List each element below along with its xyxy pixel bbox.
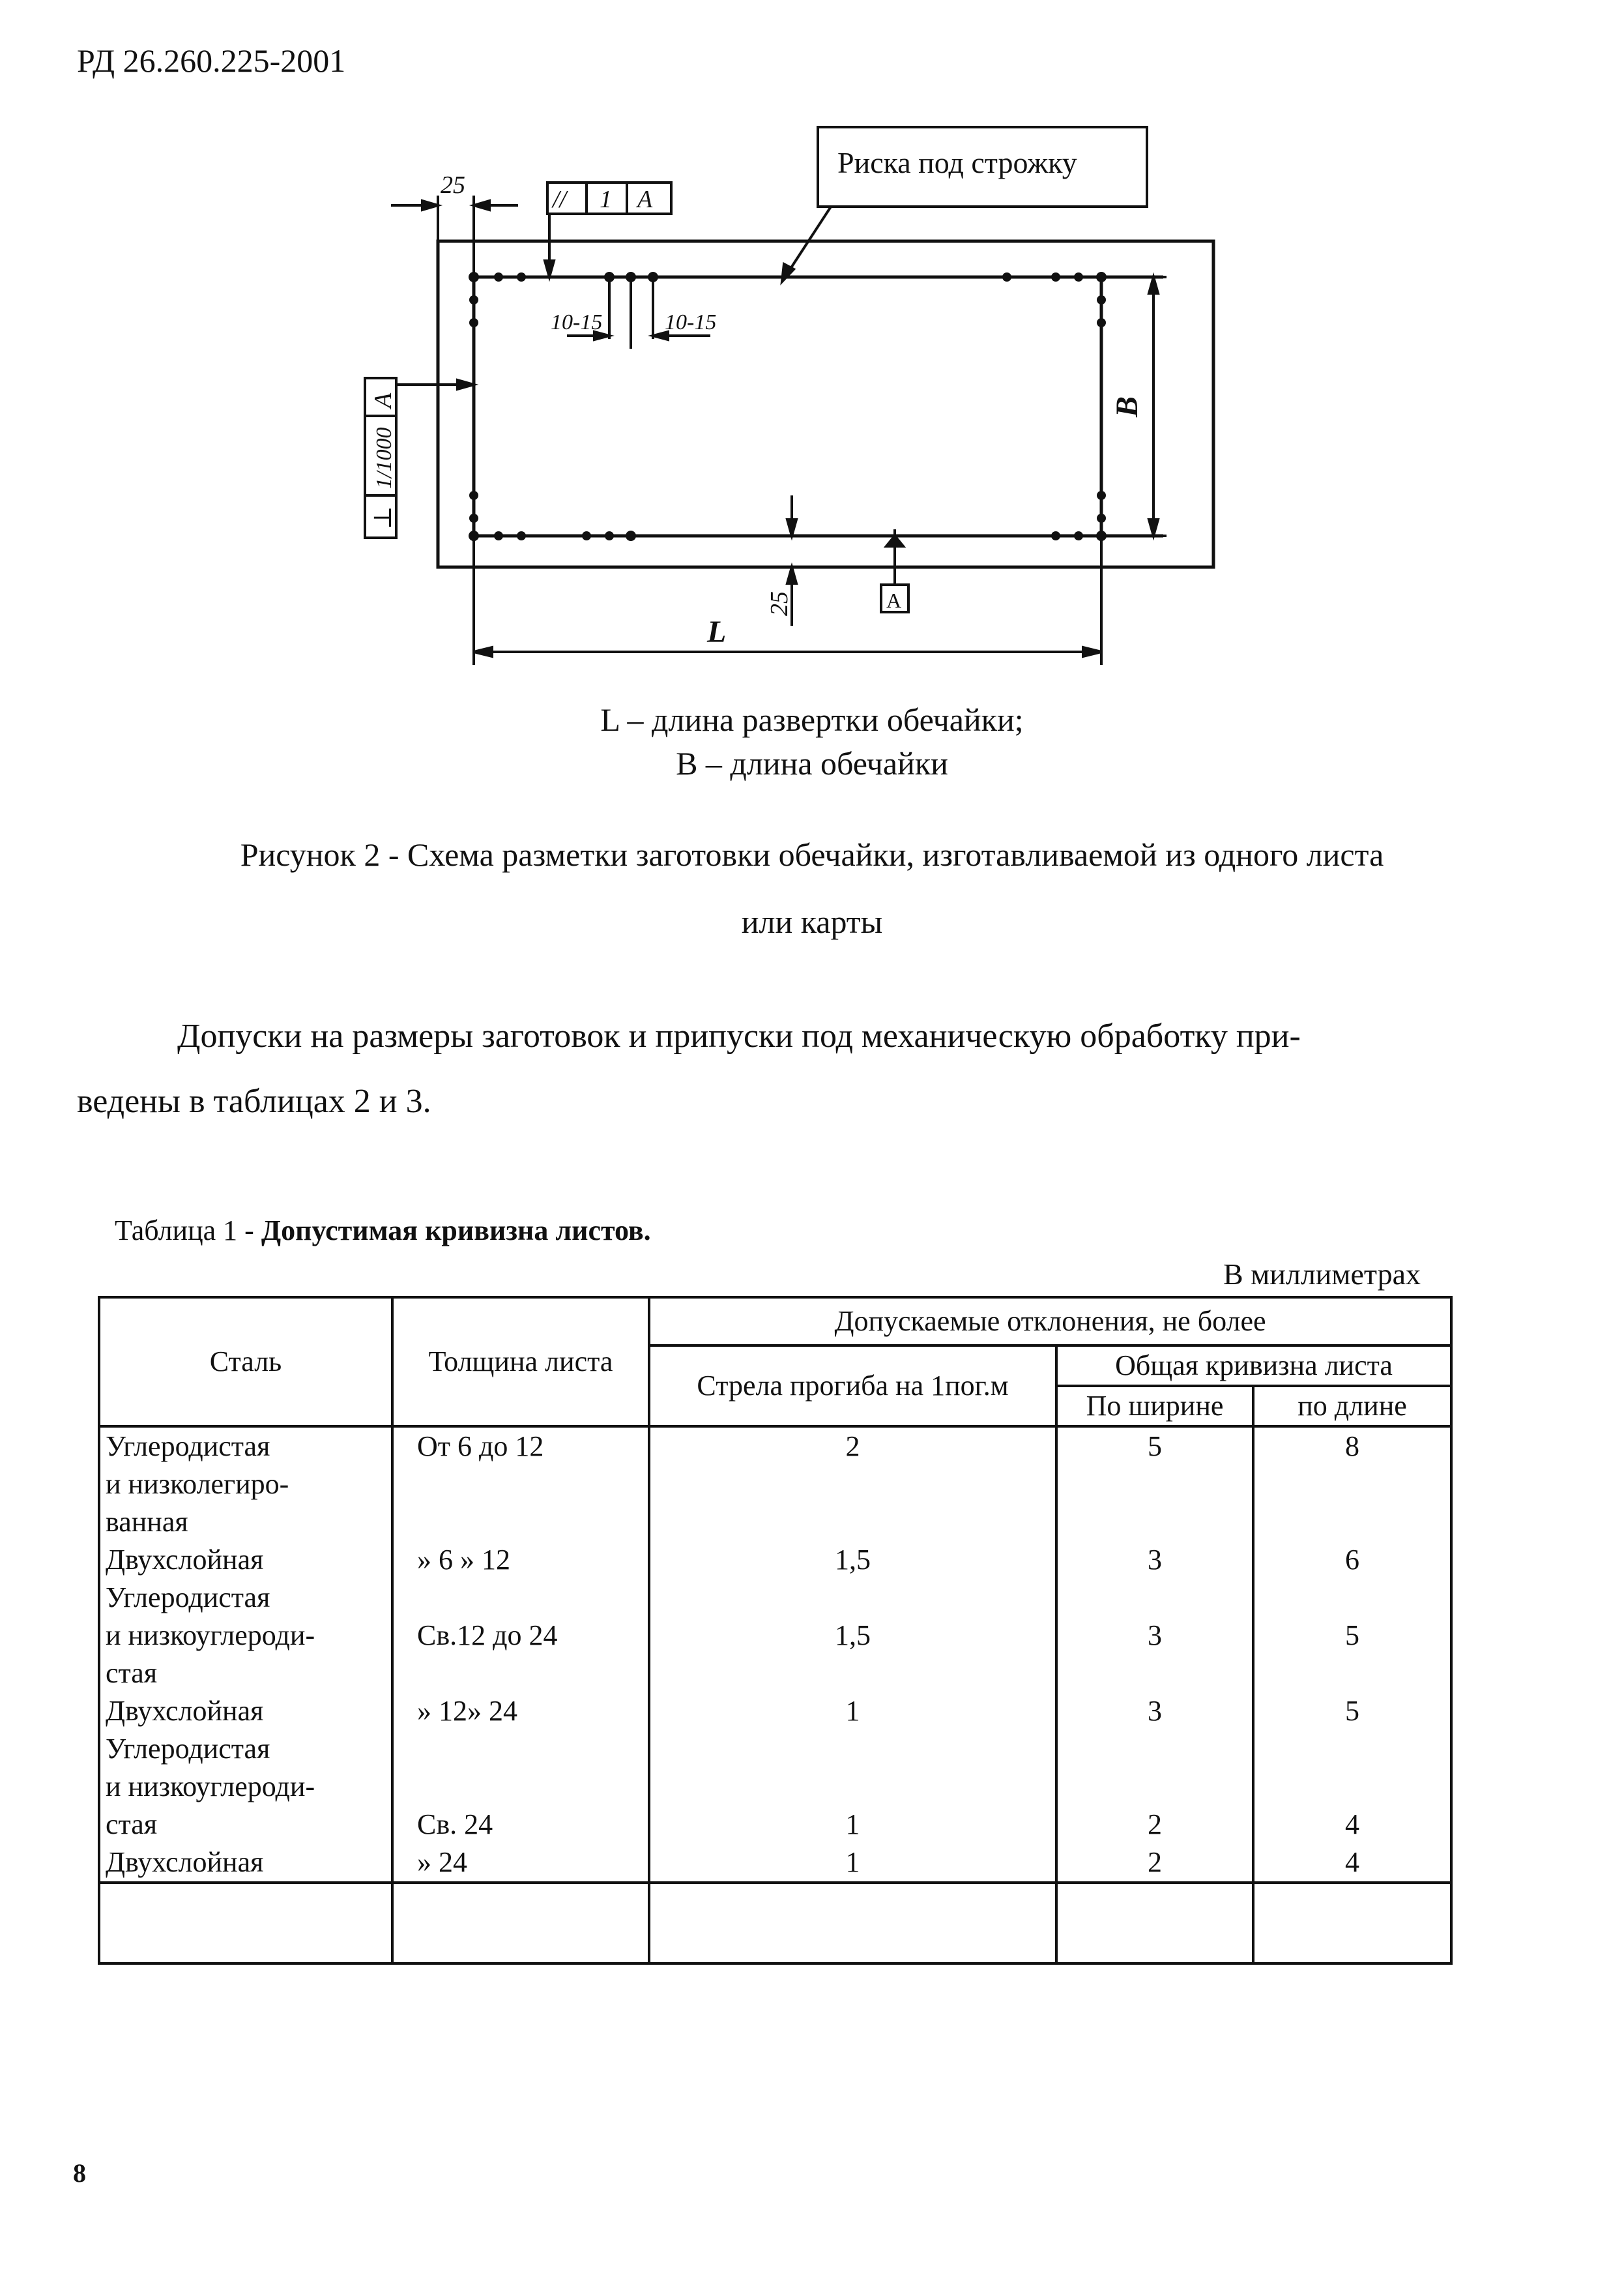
header-total-curvature: Общая кривизна листа — [1056, 1345, 1451, 1386]
dim-10-15-right: 10-15 — [665, 310, 717, 334]
header-by-length: по длине — [1253, 1386, 1451, 1426]
callout-text: Риска под строжку — [837, 146, 1077, 179]
dim-25-bottom: 25 — [766, 591, 793, 616]
header-by-width: По ширине — [1056, 1386, 1253, 1426]
tol-left-sym: ⊥ — [370, 506, 397, 529]
figure-caption-line-1: Рисунок 2 - Схема разметки заготовки обечайки, изготавливаемой из одного листа — [240, 836, 1384, 873]
paragraph-line-2: ведены в таблицах 2 и 3. — [77, 1083, 431, 1120]
column-steel: Углеродистая и низколегиро- ванная Двухслойная Углеродистая и низкоуглероди- стая Двухслойная Углеродистая и низкоуглероди- стая Двухслойная — [99, 1426, 392, 1883]
column-thickness: От 6 до 12 » 6 » 12 Св.12 до 24 » 12» 24 Св. 24 » 24 — [392, 1426, 649, 1883]
table-filler-cell — [1056, 1883, 1253, 1963]
figure-caption-line-2: или карты — [741, 904, 883, 940]
dim-B-label: B — [1110, 396, 1144, 417]
column-by-width: 5 3 3 3 2 2 — [1056, 1426, 1253, 1883]
table-filler-cell — [99, 1883, 392, 1963]
tol-top-val: 1 — [600, 186, 612, 213]
table-filler-cell — [649, 1883, 1056, 1963]
paragraph-line-1: Допуски на размеры заготовок и припуски под механическую обработку при- — [177, 1018, 1301, 1055]
dim-10-15-left: 10-15 — [551, 310, 603, 334]
dim-L-label: L — [707, 615, 727, 649]
datum-label: A — [886, 589, 902, 612]
tol-top-sym: // — [553, 186, 567, 213]
tol-left-val: 1/1000 — [372, 427, 396, 489]
legend-line-2: B – длина обечайки — [676, 745, 948, 782]
table-filler-cell — [1253, 1883, 1451, 1963]
header-deviations: Допускаемые отклонения, не более — [649, 1297, 1451, 1345]
page-number: 8 — [73, 2158, 86, 2188]
table-title — [115, 1214, 651, 1247]
table-filler-cell — [392, 1883, 649, 1963]
dim-25-top: 25 — [441, 171, 465, 199]
curvature-table — [98, 1296, 1453, 1965]
marking-scheme-drawing — [0, 0, 1624, 717]
header-steel: Сталь — [99, 1297, 392, 1426]
header-thickness: Толщина листа — [392, 1297, 649, 1426]
table-units: В миллиметрах — [1223, 1257, 1421, 1291]
tol-left-datum: A — [370, 392, 397, 408]
table-title-prefix: Таблица 1 - — [115, 1214, 261, 1246]
tol-top-datum: A — [637, 186, 653, 213]
header-sag: Стрела прогиба на 1пог.м — [649, 1345, 1056, 1426]
column-by-length: 8 6 5 5 4 4 — [1253, 1426, 1451, 1883]
legend-line-1: L – длина развертки обечайки; — [600, 701, 1024, 738]
document-code: РД 26.260.225-2001 — [77, 42, 346, 79]
column-sag: 2 1,5 1,5 1 1 1 — [649, 1426, 1056, 1883]
table-title-text: Допустимая кривизна листов. — [261, 1214, 651, 1246]
